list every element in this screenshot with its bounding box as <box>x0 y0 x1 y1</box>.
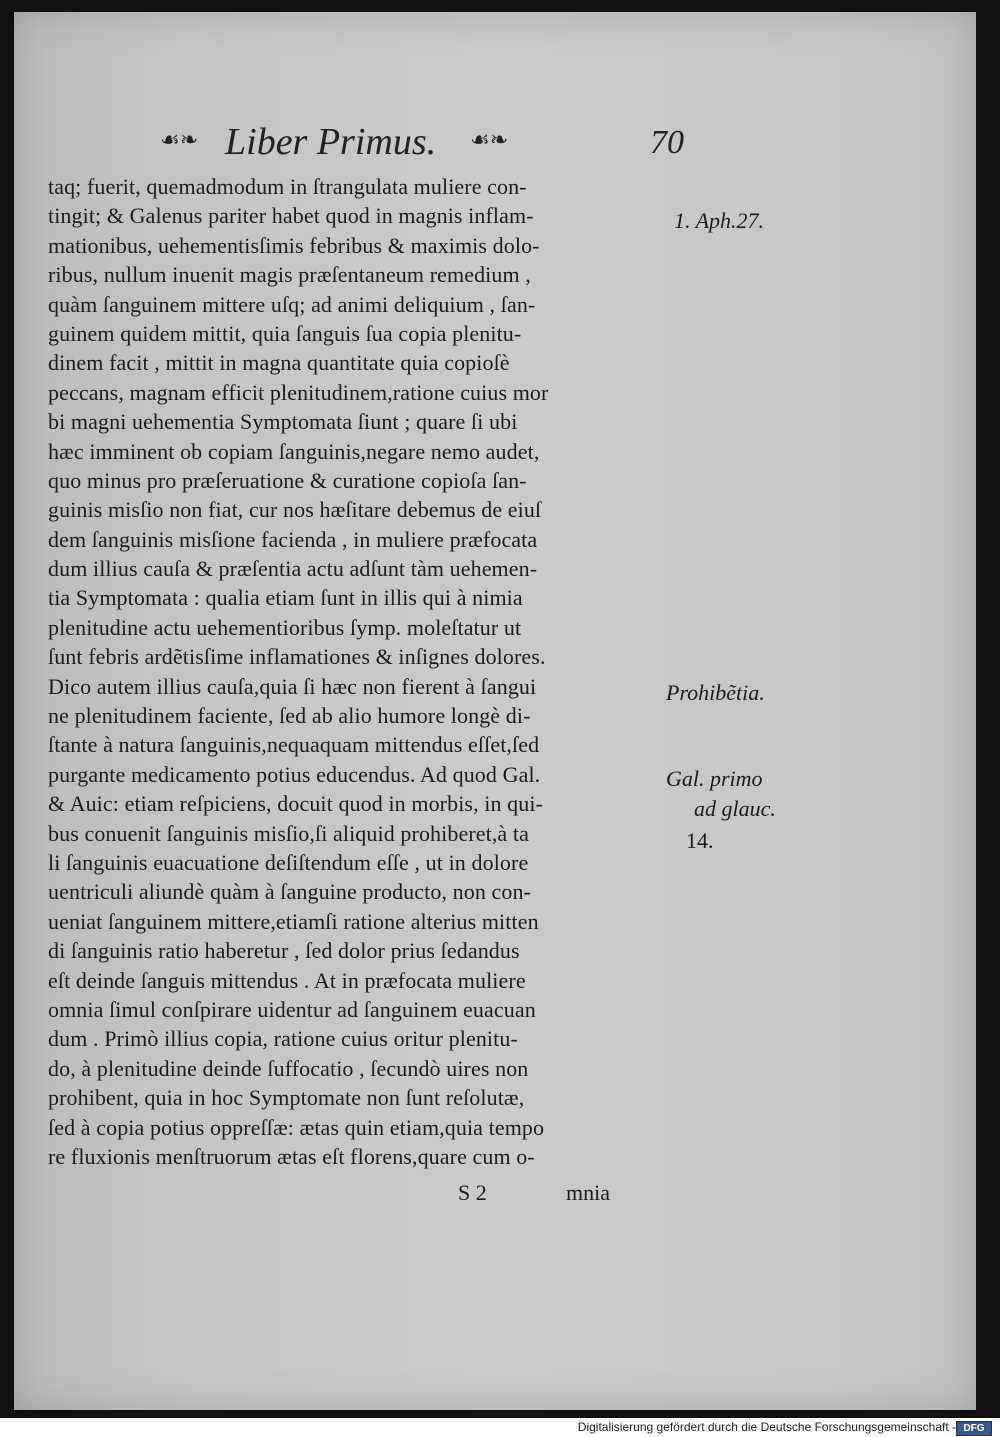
text-line: mationibus, uehementisſimis febribus & maximis dolo- <box>48 232 540 258</box>
marginal-note-number: 14. <box>686 828 714 853</box>
text-line: ribus, nullum inuenit magis præſentaneum remedium , <box>48 262 531 288</box>
text-line: Dico autem illius cauſa,quia ſi hæc non fierent à ſangui <box>48 673 537 699</box>
text-line: hæc imminent ob copiam ſanguinis,negare nemo audet, <box>48 438 540 464</box>
text-line: guinis misſio non fiat, cur nos hæſitare debemus de eiuſ <box>48 497 542 523</box>
fleuron-left-icon: ☙❧ <box>160 128 199 153</box>
text-line: dum . Primò illius copia, ratione cuius oritur plenitu- <box>48 1026 518 1052</box>
text-line: ſunt febris ardẽtisſime inflamationes & inſignes dolores. <box>48 644 546 670</box>
text-line: dinem facit , mittit in magna quantitate quia copioſè <box>48 350 510 376</box>
catchword-line <box>458 1180 658 1210</box>
marginal-note-prohibentia: Prohibẽtia. <box>666 680 765 705</box>
text-line: dem ſanguinis misſione facienda , in muliere præfocata <box>48 526 538 552</box>
text-line: do, à plenitudine deinde ſuffocatio , ſecundò uires non <box>48 1055 529 1081</box>
text-line: bus conuenit ſanguinis misſio,ſi aliquid prohiberet,à ta <box>48 820 529 846</box>
signature-mark: S 2 <box>458 1180 487 1205</box>
page-number: 70 <box>650 124 684 161</box>
text-line: ueniat ſanguinem mittere,etiamſi ratione alterius mitten <box>48 908 539 934</box>
dfg-logo[interactable]: DFG <box>956 1421 992 1436</box>
funding-credit: Digitalisierung gefördert durch die Deutsche Forschungsgemeinschaft - <box>577 1420 956 1434</box>
main-text-block <box>48 172 668 1171</box>
footer-bar <box>0 1418 1000 1437</box>
text-line: tingit; & Galenus pariter habet quod in magnis inflam- <box>48 203 534 229</box>
marginal-note-galen: Gal. primo <box>666 766 763 791</box>
text-line: taq; fuerit, quemadmodum in ſtrangulata muliere con- <box>48 174 527 199</box>
text-line: quo minus pro præſeruatione & curatione copioſa ſan- <box>48 467 527 493</box>
text-line: omnia ſimul conſpirare uidentur ad ſanguinem euacuan <box>48 996 536 1022</box>
text-line: purgante medicamento potius educendus. Ad quod Gal. <box>48 761 541 787</box>
running-head <box>160 118 700 168</box>
marginal-note-aphorism: 1. Aph.27. <box>674 208 765 233</box>
running-head-title: Liber Primus. <box>225 121 437 163</box>
text-line: bi magni uehementia Symptomata ſiunt ; quare ſi ubi <box>48 409 518 435</box>
text-line: ſtante à natura ſanguinis,nequaquam mittendus eſſet,ſed <box>48 732 540 758</box>
text-line: & Auic: etiam reſpiciens, docuit quod in morbis, in qui- <box>48 791 544 817</box>
fleuron-right-icon: ☙❧ <box>470 128 509 153</box>
text-line: eſt deinde ſanguis mittendus . At in præfocata muliere <box>48 967 526 993</box>
text-line: tia Symptomata : qualia etiam ſunt in illis qui à nimia <box>48 585 523 611</box>
catchword: mnia <box>566 1180 610 1205</box>
text-line: ſed à copia potius oppreſſæ: ætas quin etiam,quia tempo <box>48 1114 545 1140</box>
text-line: guinem quidem mittit, quia ſanguis ſua copia plenitu- <box>48 320 522 346</box>
marginal-note-glauc: ad glauc. <box>694 796 776 821</box>
text-line: di ſanguinis ratio haberetur , ſed dolor prius ſedandus <box>48 938 520 964</box>
text-line: li ſanguinis euacuatione deſiſtendum eſſe , ut in dolore <box>48 849 529 875</box>
text-line: uentriculi aliundè quàm à ſanguine producto, non con- <box>48 879 532 905</box>
text-line: plenitudine actu uehementioribus ſymp. moleſtatur ut <box>48 614 522 640</box>
text-line: peccans, magnam efficit plenitudinem,ratione cuius mor <box>48 379 549 405</box>
text-line: re fluxionis menſtruorum ætas eſt florens,quare cum o- <box>48 1143 535 1169</box>
text-line: quàm ſanguinem mittere uſq; ad animi deliquium , ſan- <box>48 291 536 317</box>
text-line: ne plenitudinem faciente, ſed ab alio humore longè di- <box>48 703 531 729</box>
text-line: prohibent, quia in hoc Symptomate non ſunt reſolutæ, <box>48 1085 525 1111</box>
text-line: dum illius cauſa & præſentia actu adſunt tàm uehemen- <box>48 556 538 582</box>
